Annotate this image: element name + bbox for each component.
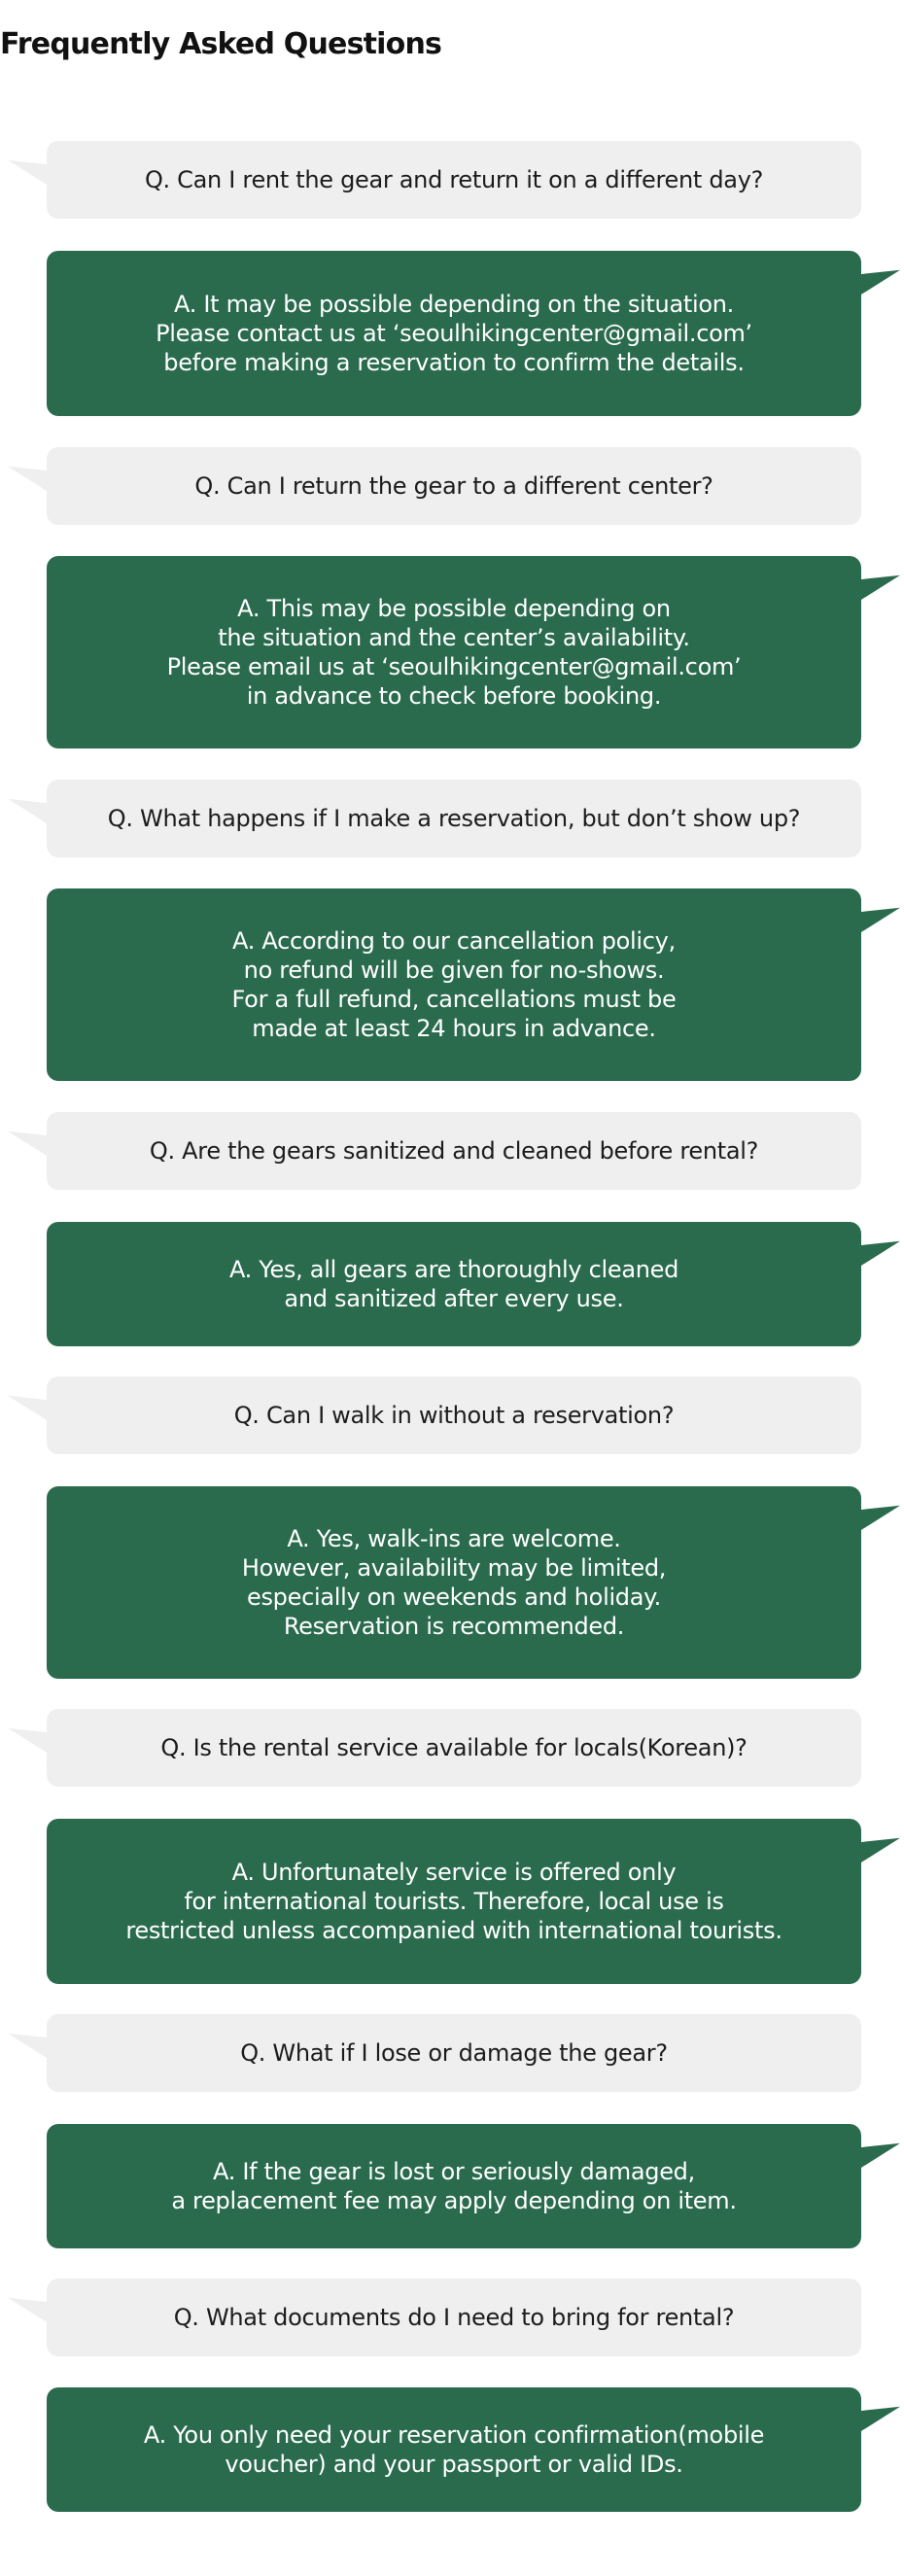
faq-answer-text: A. This may be possible depending on the situation and the center’s availability. Please email us at ‘seoulhikingcenter@gmail.com’ in advance to check before booking. xyxy=(166,595,742,710)
page-title: Frequently Asked Questions xyxy=(0,27,442,61)
faq-question-text: Q. Is the rental service available for locals(Korean)? xyxy=(160,1734,748,1761)
faq-question-text: Q. Can I rent the gear and return it on a different day? xyxy=(144,166,764,193)
faq-question-text: Q. What if I lose or damage the gear? xyxy=(240,2039,668,2067)
faq-answer-4 xyxy=(47,1222,861,1346)
faq-question-1 xyxy=(47,141,861,219)
faq-answer-text: A. Unfortunately service is offered only for international tourists. Therefore, local use is restricted unless accompanied with international tourists. xyxy=(125,1859,782,1944)
faq-question-2 xyxy=(47,447,861,525)
faq-question-text: Q. What documents do I need to bring for rental? xyxy=(173,2304,735,2331)
faq-question-6 xyxy=(47,1709,861,1787)
faq-question-text: Q. What happens if I make a reservation, but don’t show up? xyxy=(107,805,801,832)
faq-answer-text: A. Yes, walk-ins are welcome. However, availability may be limited, especially on weekends and holiday. Reservation is recommended. xyxy=(241,1525,667,1640)
faq-answer-text: A. If the gear is lost or seriously damaged, a replacement fee may apply depending on item. xyxy=(171,2158,737,2214)
faq-question-text: Q. Can I return the gear to a different center? xyxy=(194,472,713,500)
faq-question-8 xyxy=(47,2279,861,2356)
faq-answer-5 xyxy=(47,1486,861,1679)
faq-answer-1 xyxy=(47,251,861,416)
faq-answer-2 xyxy=(47,556,861,748)
faq-answer-3 xyxy=(47,888,861,1081)
faq-question-3 xyxy=(47,780,861,857)
faq-question-7 xyxy=(47,2014,861,2092)
faq-question-5 xyxy=(47,1376,861,1454)
faq-question-text: Q. Can I walk in without a reservation? xyxy=(233,1402,675,1429)
faq-question-4 xyxy=(47,1112,861,1190)
faq-answer-6 xyxy=(47,1819,861,1984)
faq-answer-text: A. It may be possible depending on the situation. Please contact us at ‘seoulhikingcenter@gmail.com’ before making a reservation to confirm the details. xyxy=(156,291,752,376)
faq-answer-text: A. Yes, all gears are thoroughly cleaned and sanitized after every use. xyxy=(228,1256,679,1312)
faq-answer-text: A. According to our cancellation policy, no refund will be given for no-shows. For a full refund, cancellations must be made at least 24 hours in advance. xyxy=(231,927,677,1042)
faq-answer-8 xyxy=(47,2387,861,2512)
faq-question-text: Q. Are the gears sanitized and cleaned before rental? xyxy=(149,1137,759,1165)
faq-answer-7 xyxy=(47,2124,861,2248)
faq-answer-text: A. You only need your reservation confirmation(mobile voucher) and your passport or valid IDs. xyxy=(143,2421,765,2478)
